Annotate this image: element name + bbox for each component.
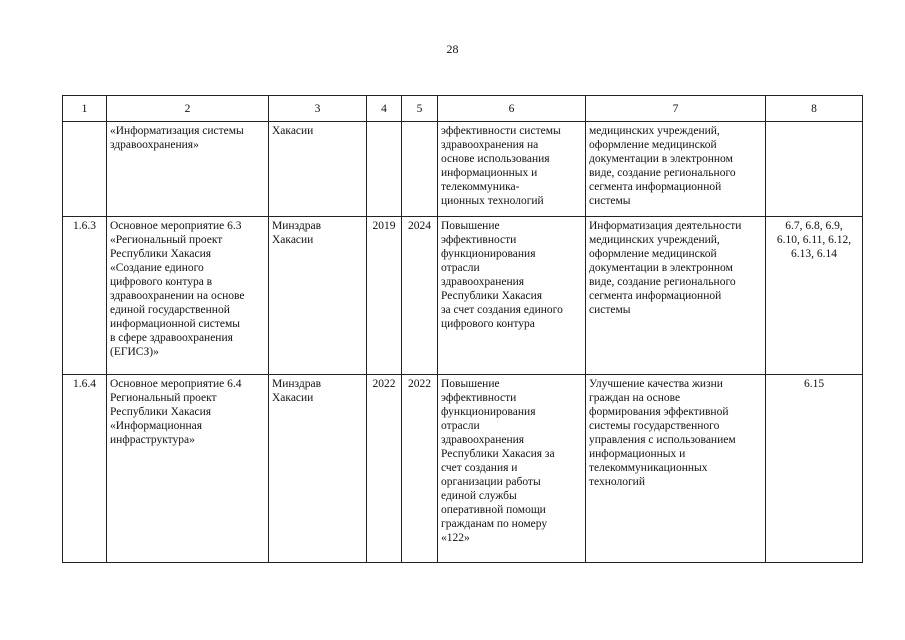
- page-number: 28: [446, 42, 459, 56]
- cell-indicators: [766, 122, 863, 217]
- cell-end-year: 2022: [402, 375, 438, 563]
- header-cell-4: 4: [367, 96, 402, 122]
- table-row-continuation: [63, 122, 863, 217]
- cell-measure-name: Основное мероприятие 6.3 «Региональный проект Республики Хакасия «Создание единого цифрового контура в здравоохранении на основе единой государственной информационной системы в сфере здравоохранения (ЕГИСЗ)»: [107, 217, 269, 375]
- cell-executor: Минздрав Хакасии: [269, 217, 367, 375]
- cell-main-directions: Улучшение качества жизни граждан на основе формирования эффективной системы государственного управления с использованием информационных и телекоммуникационных технологий: [586, 375, 766, 563]
- cell-indicators: 6.15: [766, 375, 863, 563]
- cell-main-directions: медицинских учреждений, оформление медицинской документации в электронном виде, создание регионального сегмента информационной системы: [586, 122, 766, 217]
- table-header-row: [63, 96, 863, 122]
- cell-expected-result: Повышение эффективности функционирования отрасли здравоохранения Республики Хакасия за счет создания единого цифрового контура: [438, 217, 586, 375]
- header-cell-6: 6: [438, 96, 586, 122]
- cell-indicators: 6.7, 6.8, 6.9, 6.10, 6.11, 6.12, 6.13, 6.14: [766, 217, 863, 375]
- cell-expected-result: эффективности системы здравоохранения на основе использования информационных и телекоммуника- ционных технологий: [438, 122, 586, 217]
- header-cell-2: 2: [107, 96, 269, 122]
- cell-start-year: 2022: [367, 375, 402, 563]
- cell-executor: Хакасии: [269, 122, 367, 217]
- table-row-1-6-4: [63, 375, 863, 563]
- cell-end-year: 2024: [402, 217, 438, 375]
- cell-measure-name: Основное мероприятие 6.4 Региональный проект Республики Хакасия «Информационная инфраструктура»: [107, 375, 269, 563]
- measures-table: [62, 95, 863, 563]
- header-cell-3: 3: [269, 96, 367, 122]
- header-cell-1: 1: [63, 96, 107, 122]
- cell-expected-result: Повышение эффективности функционирования отрасли здравоохранения Республики Хакасия за счет создания и организации работы единой службы оперативной помощи гражданам по номеру «122»: [438, 375, 586, 563]
- cell-executor: Минздрав Хакасии: [269, 375, 367, 563]
- cell-number: [63, 122, 107, 217]
- cell-start-year: 2019: [367, 217, 402, 375]
- table-row-1-6-3: [63, 217, 863, 375]
- cell-end-year: [402, 122, 438, 217]
- cell-main-directions: Информатизация деятельности медицинских учреждений, оформление медицинской документации в электронном виде, создание регионального сегмента информационной системы: [586, 217, 766, 375]
- header-cell-8: 8: [766, 96, 863, 122]
- header-cell-7: 7: [586, 96, 766, 122]
- cell-number: 1.6.3: [63, 217, 107, 375]
- cell-measure-name: «Информатизация системы здравоохранения»: [107, 122, 269, 217]
- cell-start-year: [367, 122, 402, 217]
- header-cell-5: 5: [402, 96, 438, 122]
- cell-number: 1.6.4: [63, 375, 107, 563]
